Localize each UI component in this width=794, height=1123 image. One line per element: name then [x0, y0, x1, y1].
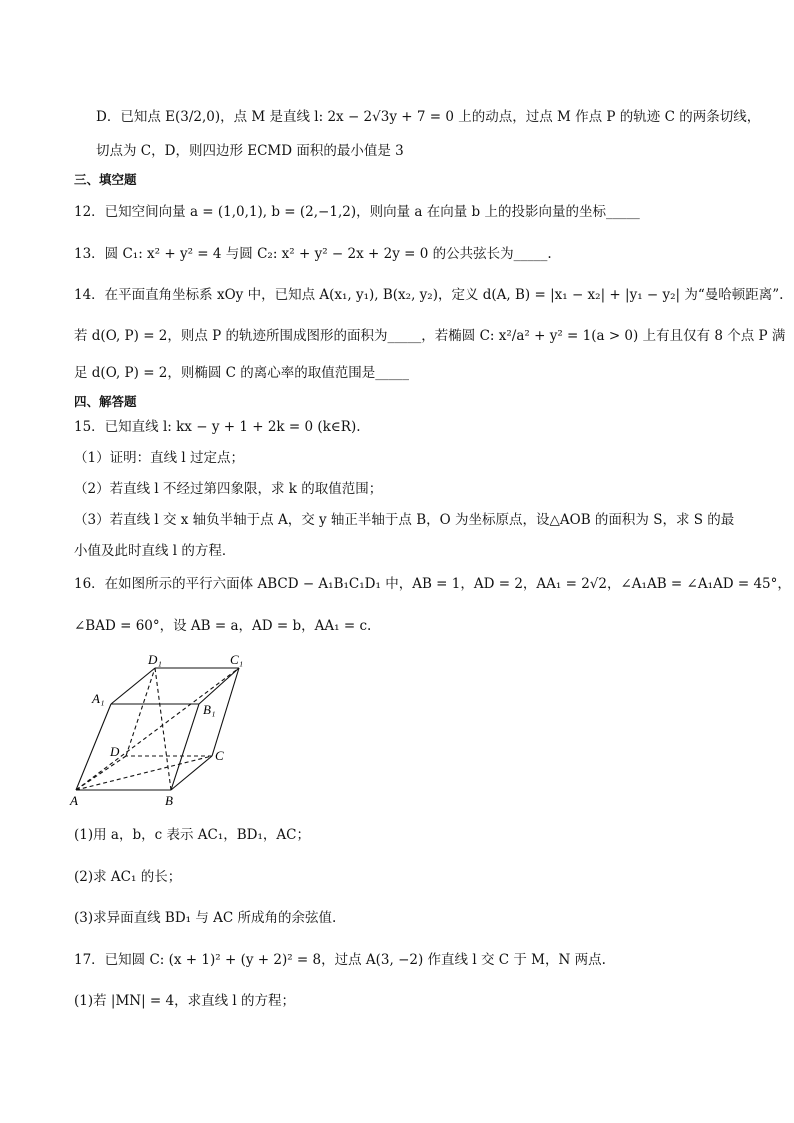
question-12: 12．已知空间向量 a = (1,0,1), b = (2,−1,2)，则向量 a 在向量 b 上的投影向量的坐标_____ — [74, 204, 640, 220]
question-16-part1: (1)用 a，b，c 表示 AC₁，BD₁，AC； — [74, 827, 310, 843]
question-17-part1: (1)若 |MN| = 4，求直线 l 的方程； — [74, 993, 296, 1009]
question-15-part3-line1: （3）若直线 l 交 x 轴负半轴于点 A，交 y 轴正半轴于点 B，O 为坐标原点，设△AOB 的面积为 S，求 S 的最 — [74, 512, 735, 528]
question-16-part3: (3)求异面直线 BD₁ 与 AC 所成角的余弦值. — [74, 910, 337, 926]
edge-dd1 — [126, 668, 155, 756]
vertex-label-d: D — [110, 744, 120, 759]
edge-cc1 — [212, 668, 239, 756]
question-13: 13．圆 C₁: x² + y² = 4 与圆 C₂: x² + y² − 2x + 2y = 0 的公共弦长为_____. — [74, 246, 552, 262]
question-14-line3: 足 d(O, P) = 2，则椭圆 C 的离心率的取值范围是_____ — [74, 365, 410, 381]
question-15-part2: （2）若直线 l 不经过第四象限，求 k 的取值范围； — [74, 481, 383, 497]
question-16-part2: (2)求 AC₁ 的长； — [74, 869, 182, 885]
vertex-label-c: C — [215, 748, 224, 763]
question-15: 15．已知直线 l: kx − y + 1 + 2k = 0 (k∈R). — [74, 419, 361, 435]
parallelepiped-figure — [66, 648, 256, 808]
parallelepiped-diagram — [66, 648, 256, 808]
vertex-label-d1: D₁ — [148, 652, 162, 667]
question-14-line1: 14．在平面直角坐标系 xOy 中，已知点 A(x₁, y₁), B(x₂, y₂)，定义 d(A, B) = |x₁ − x₂| + |y₁ − y₂| 为“曼哈顿距离”. — [74, 287, 784, 303]
vertex-label-c1: C₁ — [230, 652, 244, 667]
edge-d1a1 — [111, 668, 155, 704]
vertex-label-b: B — [165, 793, 173, 808]
edge-bb1 — [171, 704, 199, 790]
vertex-label-b1: B₁ — [203, 702, 216, 717]
option-d-line2: 切点为 C，D，则四边形 ECMD 面积的最小值是 3 — [96, 143, 404, 159]
question-16-line1: 16．在如图所示的平行六面体 ABCD − A₁B₁C₁D₁ 中，AB = 1，AD = 2，AA₁ = 2√2，∠A₁AB = ∠A₁AD = 45°， — [74, 576, 791, 592]
vertex-label-a1: A₁ — [92, 691, 105, 706]
vertex-label-a: A — [70, 793, 78, 808]
question-15-part3-line2: 小值及此时直线 l 的方程． — [74, 543, 236, 559]
option-d-line1: D．已知点 E(3/2,0)，点 M 是直线 l: 2x − 2√3y + 7 = 0 上的动点，过点 M 作点 P 的轨迹 C 的两条切线， — [96, 109, 761, 125]
question-17: 17．已知圆 C: (x + 1)² + (y + 2)² = 8，过点 A(3, −2) 作直线 l 交 C 于 M，N 两点. — [74, 952, 606, 968]
section-solve-heading: 四、解答题 — [74, 394, 137, 409]
section-fill-blank-heading: 三、填空题 — [74, 172, 137, 187]
question-16-line2: ∠BAD = 60°，设 AB = a，AD = b，AA₁ = c. — [74, 618, 372, 634]
question-14-line2: 若 d(O, P) = 2，则点 P 的轨迹所围成图形的面积为_____，若椭圆 C: x²/a² + y² = 1(a > 0) 上有且仅有 8 个点 P 满 — [74, 328, 786, 344]
question-15-part1: （1）证明：直线 l 过定点； — [74, 450, 244, 466]
